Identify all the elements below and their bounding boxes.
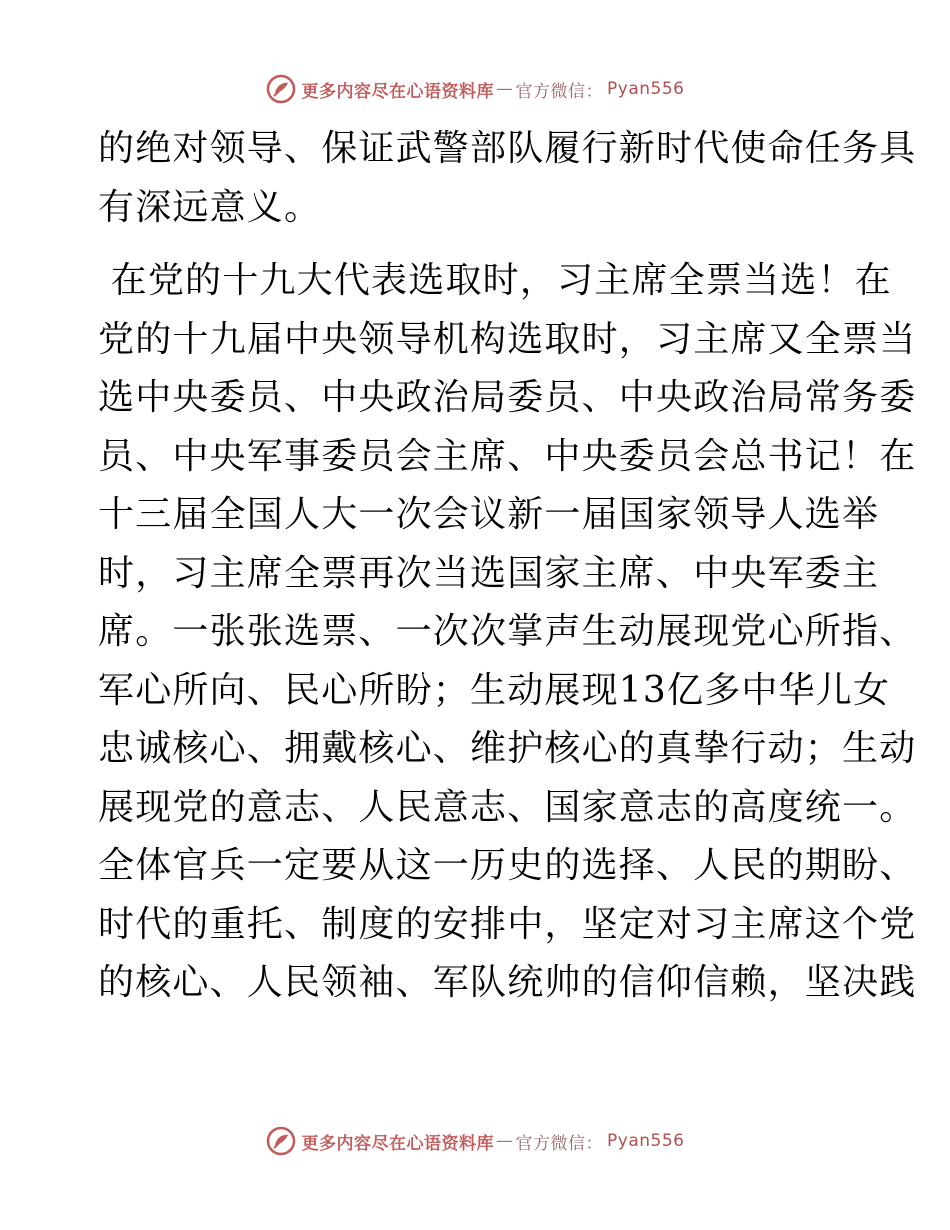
text-line: 忠诚核心、拥戴核心、维护核心的真挚行动；生动	[98, 728, 917, 769]
footer-watermark	[0, 1126, 950, 1156]
watermark-id: Pyan556	[607, 79, 685, 99]
text-line: 党的十九届中央领导机构选取时，习主席又全票当	[98, 318, 917, 360]
text-line: 的绝对领导、保证武警部队履行新时代使命任务具	[98, 128, 917, 169]
watermark-dash: —	[496, 79, 514, 99]
text-line: 时，习主席全票再次当选国家主席、中央军委主	[98, 552, 880, 594]
watermark-id: Pyan556	[607, 1131, 685, 1151]
text-line: 全体官兵一定要从这一历史的选择、人民的期盼、	[98, 845, 917, 886]
text-line: 选中央委员、中央政治局委员、中央政治局常务委	[98, 377, 917, 418]
text-line: 军心所向、民心所盼；生动展现13亿多中华儿女	[98, 669, 891, 711]
text-line: 席。一张张选票、一次次掌声生动展现党心所指、	[98, 611, 917, 652]
text-line: 十三届全国人大一次会议新一届国家领导人选举	[98, 494, 880, 535]
text-line: 展现党的意志、人民意志、国家意志的高度统一。	[98, 786, 917, 828]
text-line: 员、中央军事委员会主席、中央委员会总书记！在	[98, 435, 917, 477]
text-line: 时代的重托、制度的安排中，坚定对习主席这个党	[98, 903, 917, 945]
watermark-text: 更多内容尽在心语资料库	[301, 1133, 495, 1154]
paragraph-1	[98, 120, 917, 237]
text-line: 的核心、人民领袖、军队统帅的信仰信赖，坚决践	[98, 962, 917, 1003]
header-watermark	[0, 74, 950, 104]
document-body	[98, 120, 917, 1013]
watermark-dash: —	[496, 1131, 514, 1151]
watermark-text: 更多内容尽在心语资料库	[301, 81, 495, 102]
watermark-official: 官方微信：	[515, 1133, 604, 1154]
watermark-official: 官方微信：	[515, 81, 604, 102]
heart-pen-logo-icon	[266, 74, 296, 104]
heart-pen-logo-icon	[266, 1126, 296, 1156]
text-line: 有深远意义。	[98, 186, 322, 228]
text-line: 在党的十九大代表选取时，习主席全票当选！在	[98, 260, 892, 301]
paragraph-2	[98, 252, 917, 1013]
